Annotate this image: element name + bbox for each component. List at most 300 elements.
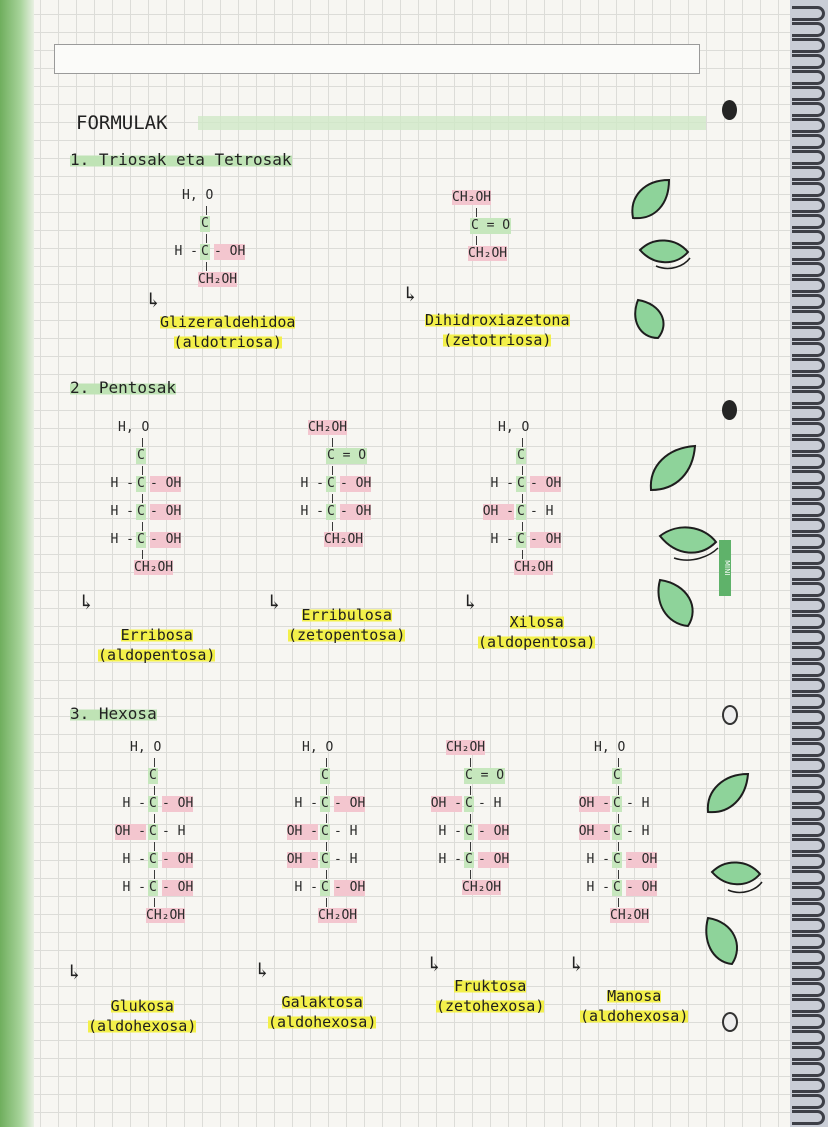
carbon-row [150, 244, 300, 260]
bond [618, 758, 619, 767]
spiral-coil [792, 294, 825, 309]
right-group: - OH [530, 476, 562, 491]
top-group [182, 188, 252, 204]
molecule-name-glu [88, 996, 196, 1036]
top-group-label: H, O [498, 420, 530, 435]
spiral-coil [792, 342, 825, 357]
spiral-coil [792, 390, 825, 405]
left-group: H - [110, 476, 134, 491]
bond [470, 814, 471, 823]
carbon-row [562, 852, 712, 868]
bond [470, 842, 471, 851]
spiral-coil [792, 310, 825, 325]
left-group: OH - [430, 796, 462, 811]
carbon: C = O [471, 218, 511, 233]
bond [154, 758, 155, 767]
spiral-coil [792, 1046, 825, 1061]
bottom-group [134, 560, 173, 576]
punch-hole [722, 1012, 738, 1032]
carbon-row [466, 476, 616, 492]
spiral-coil [792, 662, 825, 677]
spiral-coil [792, 918, 825, 933]
spiral-coil [792, 1062, 825, 1077]
bond [618, 898, 619, 907]
carbon: C [517, 448, 525, 463]
section-title-triosak: 1. Triosak eta Tetrosak [70, 150, 292, 169]
carbon: C [327, 504, 335, 519]
molecule-name: Dihidroxiazetona [425, 311, 570, 329]
spiral-coil [792, 6, 825, 21]
spiral-coil [792, 646, 825, 661]
carbon-row [562, 824, 712, 840]
carbon: C = O [327, 448, 367, 463]
left-group: OH - [286, 824, 318, 839]
right-group: - OH [340, 476, 372, 491]
carbon-row [270, 824, 420, 840]
bond [206, 262, 207, 271]
top-group [302, 740, 372, 756]
right-group: - H [334, 824, 358, 839]
carbon: C [465, 796, 473, 811]
molecule-name: Galaktosa [281, 993, 363, 1011]
carbon-row [86, 448, 236, 464]
molecule-type: (aldohexosa) [580, 1007, 689, 1025]
carbon: C [613, 768, 621, 783]
leaf-doodle [708, 854, 764, 896]
carbon-row [98, 852, 248, 868]
bond [522, 494, 523, 503]
molecule-name: Fruktosa [454, 977, 527, 995]
bond [470, 870, 471, 879]
bond [618, 814, 619, 823]
carbon: C [137, 504, 145, 519]
molecule-name: Erribulosa [301, 606, 392, 624]
bond [618, 870, 619, 879]
bond [476, 236, 477, 245]
bond [142, 522, 143, 531]
spiral-coil [792, 806, 825, 821]
right-group: - OH [530, 532, 562, 547]
left-group: OH - [286, 852, 318, 867]
leaf-doodle [702, 770, 752, 818]
top-group-label: CH₂OH [308, 420, 348, 435]
spiral-coil [792, 598, 825, 613]
molecule-name-fru [436, 976, 544, 1016]
spiral-coil [792, 998, 825, 1013]
carbon: C [201, 216, 209, 231]
molecule-name-erribul [288, 605, 405, 645]
carbon-row [270, 880, 420, 896]
molecule-name: Glizeraldehidoa [160, 313, 296, 331]
molecule-type: (aldopentosa) [98, 646, 216, 664]
punch-hole [722, 400, 737, 420]
spiral-coil [792, 1078, 825, 1093]
right-group: - OH [150, 476, 182, 491]
spiral-coil [792, 790, 825, 805]
carbon: C [613, 880, 621, 895]
bond [326, 842, 327, 851]
carbon-row [562, 796, 712, 812]
top-group [594, 740, 664, 756]
right-group: - OH [162, 796, 194, 811]
carbon: C [327, 476, 335, 491]
leaf-doodle [636, 232, 692, 272]
spiral-coil [792, 582, 825, 597]
left-group: H - [300, 476, 324, 491]
bond [326, 758, 327, 767]
left-group: OH - [578, 796, 610, 811]
spiral-coil [792, 854, 825, 869]
margin-logo: MINI [719, 540, 731, 596]
curved-arrow-icon: ↳ [568, 952, 585, 976]
right-group: - H [334, 852, 358, 867]
right-group: - H [626, 824, 650, 839]
spiral-coil [792, 406, 825, 421]
bond [332, 494, 333, 503]
carbon: C [465, 852, 473, 867]
bottom-group [146, 908, 185, 924]
spiral-coil [792, 134, 825, 149]
bottom-group-label: CH₂OH [146, 908, 186, 923]
spiral-coil [792, 566, 825, 581]
carbon-row [414, 768, 564, 784]
punch-hole [722, 705, 738, 725]
bottom-group [468, 246, 507, 262]
leaf-doodle [700, 914, 746, 968]
right-group: - OH [150, 504, 182, 519]
curved-arrow-icon: ↳ [462, 590, 479, 614]
spiral-coil [792, 22, 825, 37]
spiral-coil [792, 614, 825, 629]
spiral-coil [792, 70, 825, 85]
spiral-coil [792, 1014, 825, 1029]
left-group: OH - [578, 824, 610, 839]
carbon: C [517, 476, 525, 491]
spiral-coil [792, 326, 825, 341]
carbon: C [201, 244, 209, 259]
left-group: H - [122, 880, 146, 895]
carbon: C [137, 476, 145, 491]
right-group: - OH [478, 852, 510, 867]
bond [618, 786, 619, 795]
bond [332, 522, 333, 531]
carbon-row [276, 476, 426, 492]
molecule-name: Xilosa [509, 613, 564, 631]
bond [142, 438, 143, 447]
top-group-label: H, O [594, 740, 626, 755]
left-group: H - [174, 244, 198, 259]
left-group: H - [586, 880, 610, 895]
right-group: - H [478, 796, 502, 811]
spiral-coil [792, 742, 825, 757]
bond [522, 550, 523, 559]
carbon-row [270, 852, 420, 868]
bottom-group [318, 908, 357, 924]
curved-arrow-icon: ↳ [254, 958, 271, 982]
molecule-type: (aldopentosa) [478, 633, 596, 651]
left-group: H - [490, 476, 514, 491]
carbon-row [270, 768, 420, 784]
curved-arrow-icon: ↳ [426, 952, 443, 976]
molecule-name-dihid [425, 310, 570, 350]
left-group: OH - [114, 824, 146, 839]
left-group: H - [122, 796, 146, 811]
spiral-coil [792, 358, 825, 373]
bond [470, 758, 471, 767]
page-title: FORMULAK [76, 112, 168, 134]
bond [154, 842, 155, 851]
right-group: - OH [162, 852, 194, 867]
carbon: C [149, 768, 157, 783]
spiral-coil [792, 118, 825, 133]
curved-arrow-icon: ↳ [266, 590, 283, 614]
right-group: - OH [334, 796, 366, 811]
bond [326, 814, 327, 823]
left-group: H - [122, 852, 146, 867]
title-highlight [198, 116, 706, 130]
carbon: C [321, 768, 329, 783]
carbon-row [150, 216, 300, 232]
carbon: C = O [465, 768, 505, 783]
bond [154, 814, 155, 823]
spiral-coil [792, 1030, 825, 1045]
spiral-coil [792, 950, 825, 965]
left-group: H - [490, 532, 514, 547]
spiral-coil [792, 166, 825, 181]
top-group [498, 420, 568, 436]
right-group: - H [530, 504, 554, 519]
spiral-coil [792, 630, 825, 645]
left-group: H - [294, 796, 318, 811]
spiral-coil [792, 774, 825, 789]
spiral-coil [792, 886, 825, 901]
top-group [308, 420, 378, 436]
spiral-coil [792, 518, 825, 533]
spiral-coil [792, 374, 825, 389]
bond [522, 522, 523, 531]
carbon: C [517, 532, 525, 547]
top-group-label: CH₂OH [446, 740, 486, 755]
carbon: C [137, 448, 145, 463]
spiral-coil [792, 1110, 825, 1125]
left-group: H - [586, 852, 610, 867]
curved-arrow-icon: ↳ [145, 288, 162, 312]
spiral-coil [792, 694, 825, 709]
punch-hole [722, 100, 737, 120]
spiral-coil [792, 246, 825, 261]
top-group-label: H, O [118, 420, 150, 435]
spiral-coil [792, 838, 825, 853]
carbon-row [86, 532, 236, 548]
carbon-row [276, 448, 426, 464]
bond [154, 870, 155, 879]
carbon-row [414, 852, 564, 868]
spiral-coil [792, 102, 825, 117]
spiral-coil [792, 214, 825, 229]
bottom-group-label: CH₂OH [198, 272, 238, 287]
carbon-row [270, 796, 420, 812]
leaf-doodle [625, 176, 675, 224]
spiral-coil [792, 278, 825, 293]
molecule-type: (zetohexosa) [436, 997, 545, 1015]
spiral-coil [792, 470, 825, 485]
bottom-group-label: CH₂OH [462, 880, 502, 895]
carbon: C [613, 796, 621, 811]
carbon-row [420, 218, 570, 234]
bond [142, 550, 143, 559]
bond [154, 898, 155, 907]
spiral-coil [792, 486, 825, 501]
bond [618, 842, 619, 851]
spiral-coil [792, 54, 825, 69]
spiral-coil [792, 982, 825, 997]
bond [142, 466, 143, 475]
bond [332, 438, 333, 447]
molecule-type: (aldohexosa) [268, 1013, 377, 1031]
top-group-label: H, O [302, 740, 334, 755]
carbon: C [321, 880, 329, 895]
spiral-coil [792, 902, 825, 917]
spiral-coil [792, 150, 825, 165]
spiral-coil [792, 726, 825, 741]
spiral-coil [792, 422, 825, 437]
molecule-name-man [580, 986, 688, 1026]
top-group [452, 190, 522, 206]
molecule-type: (zetotriosa) [443, 331, 552, 349]
carbon-row [98, 824, 248, 840]
right-group: - OH [478, 824, 510, 839]
bond [206, 206, 207, 215]
bottom-group-label: CH₂OH [468, 246, 508, 261]
bond [206, 234, 207, 243]
carbon-row [98, 796, 248, 812]
top-group-label: CH₂OH [452, 190, 492, 205]
top-group [118, 420, 188, 436]
spiral-coil [792, 198, 825, 213]
section-title-hexosa: 3. Hexosa [70, 704, 157, 723]
carbon: C [149, 852, 157, 867]
right-group: - OH [626, 852, 658, 867]
molecule-name: Erribosa [120, 626, 193, 644]
carbon-row [276, 504, 426, 520]
bond [522, 438, 523, 447]
spiral-coil [792, 550, 825, 565]
carbon: C [149, 880, 157, 895]
bottom-group [198, 272, 237, 288]
molecule-name: Glukosa [110, 997, 174, 1015]
spiral-binding [790, 0, 828, 1127]
page-green-edge [0, 0, 34, 1127]
right-group: - OH [162, 880, 194, 895]
bottom-group-label: CH₂OH [324, 532, 364, 547]
carbon-row [414, 796, 564, 812]
spiral-coil [792, 438, 825, 453]
carbon: C [149, 796, 157, 811]
right-group: - OH [214, 244, 246, 259]
right-group: - OH [334, 880, 366, 895]
molecule-name-xil [478, 612, 595, 652]
right-group: - OH [340, 504, 372, 519]
carbon-row [562, 768, 712, 784]
carbon: C [321, 824, 329, 839]
carbon-row [466, 504, 616, 520]
spiral-coil [792, 1094, 825, 1109]
bond [522, 466, 523, 475]
spiral-coil [792, 534, 825, 549]
bond [476, 208, 477, 217]
bottom-group-label: CH₂OH [134, 560, 174, 575]
molecule-name-gal [268, 992, 376, 1032]
bottom-group-label: CH₂OH [318, 908, 358, 923]
carbon-row [98, 768, 248, 784]
molecule-name: Manosa [607, 987, 662, 1005]
molecule-type: (zetopentosa) [288, 626, 406, 644]
carbon-row [414, 824, 564, 840]
top-group [130, 740, 200, 756]
carbon-row [86, 504, 236, 520]
carbon-row [466, 532, 616, 548]
carbon-row [466, 448, 616, 464]
section-title-pentosak: 2. Pentosak [70, 378, 176, 397]
spiral-coil [792, 678, 825, 693]
bond [142, 494, 143, 503]
leaf-doodle [652, 576, 704, 630]
bond [154, 786, 155, 795]
spiral-coil [792, 262, 825, 277]
left-group: H - [294, 880, 318, 895]
molecule-type: (aldotriosa) [173, 333, 282, 351]
bottom-group [462, 880, 501, 896]
leaf-doodle [645, 442, 699, 494]
spiral-coil [792, 86, 825, 101]
bond [332, 466, 333, 475]
bottom-group [324, 532, 363, 548]
carbon: C [613, 824, 621, 839]
bond [326, 898, 327, 907]
spiral-coil [792, 230, 825, 245]
left-group: H - [110, 532, 134, 547]
top-group-label: H, O [182, 188, 214, 203]
bond [326, 786, 327, 795]
carbon-row [86, 476, 236, 492]
carbon-row [98, 880, 248, 896]
left-group: OH - [482, 504, 514, 519]
right-group: - H [162, 824, 186, 839]
right-group: - H [626, 796, 650, 811]
bond [326, 870, 327, 879]
molecule-type: (aldohexosa) [88, 1017, 197, 1035]
curved-arrow-icon: ↳ [402, 282, 419, 306]
bottom-group-label: CH₂OH [514, 560, 554, 575]
bond [470, 786, 471, 795]
spiral-coil [792, 182, 825, 197]
leaf-doodle [656, 518, 720, 564]
carbon: C [149, 824, 157, 839]
left-group: H - [300, 504, 324, 519]
spiral-coil [792, 822, 825, 837]
left-group: H - [438, 852, 462, 867]
right-group: - OH [626, 880, 658, 895]
molecule-name-gliz [160, 312, 295, 352]
carbon: C [321, 852, 329, 867]
carbon: C [613, 852, 621, 867]
bottom-group [610, 908, 649, 924]
spiral-coil [792, 502, 825, 517]
carbon: C [321, 796, 329, 811]
curved-arrow-icon: ↳ [66, 960, 83, 984]
spiral-coil [792, 934, 825, 949]
carbon-row [562, 880, 712, 896]
